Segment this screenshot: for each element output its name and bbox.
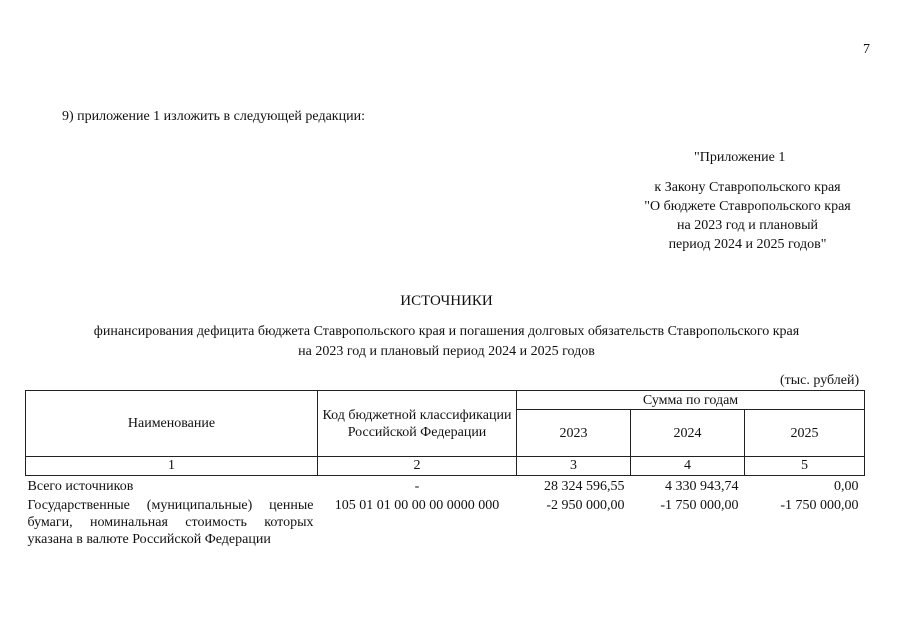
subheading-line: на 2023 год и плановый период 2024 и 2025 годов xyxy=(298,344,595,359)
column-number: 4 xyxy=(631,457,745,476)
header-year-2023: 2023 xyxy=(517,410,631,457)
row-code: 105 01 01 00 00 00 0000 000 xyxy=(334,498,500,513)
document-heading: ИСТОЧНИКИ xyxy=(400,293,493,309)
column-number: 3 xyxy=(517,457,631,476)
row-value-2023: -2 950 000,00 xyxy=(546,498,625,513)
appendix-line: "О бюджете Ставропольского края xyxy=(644,199,851,214)
appendix-reference xyxy=(620,178,875,254)
row-value-2024: 4 330 943,74 xyxy=(665,479,739,494)
header-sum-group: Сумма по годам xyxy=(517,391,865,410)
units-label: (тыс. рублей) xyxy=(780,373,860,388)
header-year-2024: 2024 xyxy=(631,410,745,457)
table-row xyxy=(26,495,865,548)
header-year-2025: 2025 xyxy=(745,410,865,457)
row-value-2023: 28 324 596,55 xyxy=(544,479,625,494)
column-number: 5 xyxy=(745,457,865,476)
table-row xyxy=(26,476,865,496)
page-number: 7 xyxy=(863,42,870,57)
row-value-2024: -1 750 000,00 xyxy=(660,498,739,513)
column-number: 2 xyxy=(318,457,517,476)
document-subheading xyxy=(0,322,893,362)
row-code: - xyxy=(414,479,420,494)
row-name: Всего источников xyxy=(27,479,134,494)
row-name: Государственные (муниципальные) ценные бумаги, номинальная стоимость которых указана в валюте Российской Федерации xyxy=(27,498,314,547)
appendix-line: на 2023 год и плановый xyxy=(676,218,818,233)
appendix-line: к Закону Ставропольского края xyxy=(654,180,841,195)
sources-table xyxy=(25,390,865,548)
row-value-2025: 0,00 xyxy=(834,479,859,494)
intro-line: 9) приложение 1 изложить в следующей редакции: xyxy=(62,109,365,124)
header-name: Наименование xyxy=(26,391,318,457)
appendix-title: "Приложение 1 xyxy=(694,150,786,165)
appendix-line: период 2024 и 2025 годов" xyxy=(668,237,827,252)
header-code: Код бюджетной классификации Российской Федерации xyxy=(318,391,517,457)
subheading-line: финансирования дефицита бюджета Ставропольского края и погашения долговых обязательств Ставропольского края xyxy=(93,324,800,339)
row-value-2025: -1 750 000,00 xyxy=(780,498,859,513)
column-number: 1 xyxy=(26,457,318,476)
